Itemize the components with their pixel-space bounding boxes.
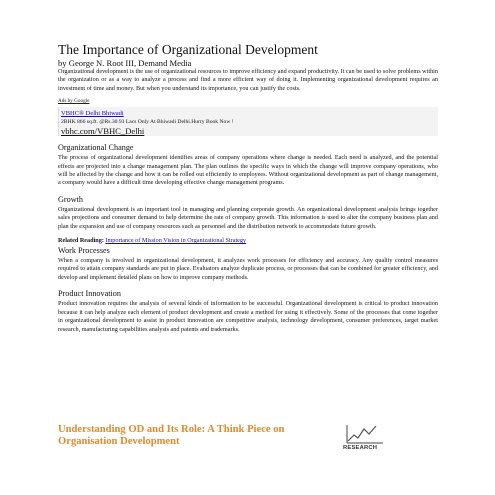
section-body-growth: Organizational development is an important tool in managing and planning corporate growth. An organizational development analysis brings together sales projections and consumer demand to help determine the rate of company growth. This information is used to alter the company business plan and plan the expansion and use of company resources such as personnel and the distribution network to accommodate future growth.: [58, 205, 438, 230]
ad-box[interactable]: [58, 107, 438, 136]
section-body-organizational-change: The process of organizational development identifies areas of company operations where change is needed. Each need is analyzed, and the potential effects are projected into a change management plan. The plan outlines the specific ways in which the change will improve company operations, who will be affected by the change and how it can be rolled out efficiently to employees. Without organizational development as part of change management, a company would have a difficult time developing effective change management programs.: [58, 154, 438, 187]
section-heading-product-innovation: Product Innovation: [58, 289, 121, 299]
logo-text: RESEARCH: [343, 445, 378, 451]
ad-text: 2BHK 866 sq.ft. @Rs.30.93 Lacs Only At Bhiwadi Delhi.Hurry Book Now !: [61, 119, 234, 126]
related-document-title[interactable]: Understanding OD and Its Role: A Think Piece on Organisation Development: [58, 424, 285, 447]
section-heading-growth: Growth: [58, 194, 84, 204]
section-body-work-processes: When a company is involved in organizational development, it analyzes work processes for efficiency and accuracy. Any quality control measures required to attain company standards are put in place. Evaluators analyze duplicate process, or processes that can be combined for greater efficiency, and develop and implement detailed plans on how to improve company methods.: [58, 257, 438, 281]
related-reading-link[interactable]: Importance of Mission Vision in Organizational Strategy: [105, 237, 247, 245]
ad-title-link[interactable]: VBHC® Delhi Bhiwadi: [61, 110, 124, 118]
ad-url-link[interactable]: vbhc.com/VBHC_Delhi: [61, 126, 145, 137]
byline: by George N. Root III, Demand Media: [58, 58, 192, 68]
intro-paragraph: Organizational development is the use of organizational resources to improve efficiency and expand productivity. It can be used to solve problems within the organization or as a way to analyze a process and find a more efficient way of doing it. Implementing organizational development requires an investment of time and money. But when you understand its importance, you can justify the costs.: [58, 68, 438, 92]
page-title: The Importance of Organizational Development: [58, 42, 318, 57]
section-heading-organizational-change: Organizational Change: [58, 143, 134, 153]
related-reading: [58, 236, 438, 245]
ads-label[interactable]: Ads by Google: [58, 98, 90, 105]
section-body-product-innovation: Product innovation requires the analysis of several kinds of information to be successful. Organizational development is critical to product innovation because it can help analyze each element of product development and create a method for using it effectively. Some of the processes that come together in organizational development to assist in product innovation are competitive analysis, technology development, consumer preferences, target market research, manufacturing capabilities analysis and patents and trademarks.: [58, 300, 438, 333]
related-reading-label: Related Reading:: [58, 237, 104, 245]
research-logo: [343, 423, 387, 453]
chart-icon: [343, 423, 387, 445]
article: [58, 42, 438, 334]
section-heading-work-processes: Work Processes: [58, 246, 110, 256]
